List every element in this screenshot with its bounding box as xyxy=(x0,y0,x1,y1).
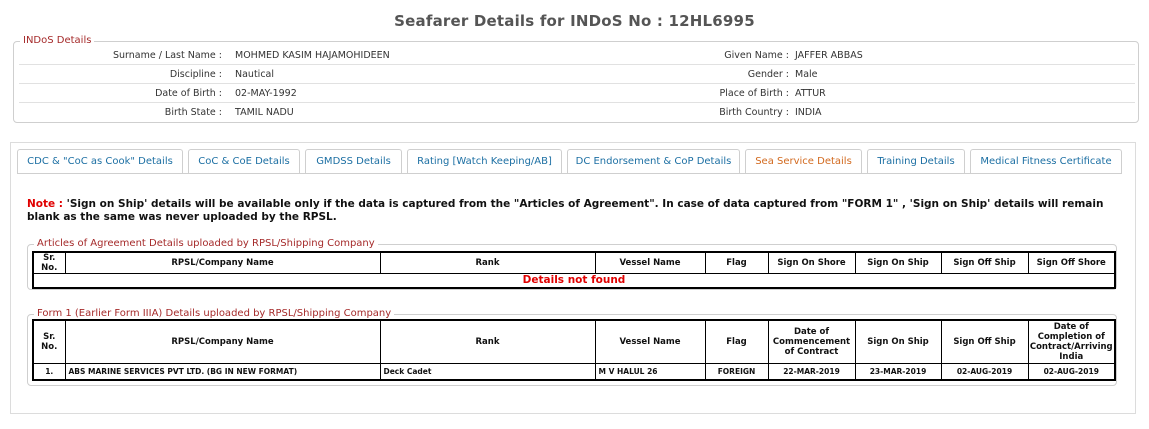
detail-row xyxy=(19,47,1135,65)
note-label: Note : xyxy=(27,198,63,210)
details-not-found-message: Details not found xyxy=(33,274,1115,288)
col-header-sign-on-ship: Sign On Ship xyxy=(855,252,941,274)
surname-value: MOHMED KASIM HAJAMOHIDEEN xyxy=(235,50,390,61)
col-header-rank: Rank xyxy=(380,320,595,363)
cell-sign-off-ship: 02-AUG-2019 xyxy=(941,363,1028,380)
col-header-rank: Rank xyxy=(380,252,595,274)
cell-completion-date: 02-AUG-2019 xyxy=(1028,363,1115,380)
given-name-value: JAFFER ABBAS xyxy=(795,50,863,61)
form1-legend: Form 1 (Earlier Form IIIA) Details uploaded by RPSL/Shipping Company xyxy=(34,308,394,320)
table-header-row xyxy=(33,320,1115,363)
cell-company: ABS MARINE SERVICES PVT LTD. (BG IN NEW FORMAT) xyxy=(65,363,380,380)
birth-state-label: Birth State : xyxy=(164,107,222,118)
birth-state-value: TAMIL NADU xyxy=(235,107,294,118)
tab-coc-coe[interactable]: CoC & CoE Details xyxy=(188,149,300,173)
col-header-sr-no: Sr. No. xyxy=(33,252,65,274)
tab-medical-fitness[interactable]: Medical Fitness Certificate xyxy=(970,149,1122,173)
form1-table xyxy=(32,319,1116,381)
note-text: 'Sign on Ship' details will be available only if the data is captured from the "Articles of Agreement". In case of data captured from "FORM 1" , 'Sign on Ship' details will remain blank as the same was never uploaded by the RPSL. xyxy=(27,198,1104,223)
page-title: Seafarer Details for INDoS No : 12HL6995 xyxy=(394,12,755,30)
col-header-company: RPSL/Company Name xyxy=(65,320,380,363)
birth-country-value: INDIA xyxy=(795,107,822,118)
table-row xyxy=(33,274,1115,288)
detail-row xyxy=(19,85,1135,103)
col-header-sr-no: Sr. No. xyxy=(33,320,65,363)
col-header-vessel: Vessel Name xyxy=(595,252,705,274)
indos-details-legend: INDoS Details xyxy=(20,35,94,47)
cell-rank: Deck Cadet xyxy=(380,363,595,380)
cell-sign-on-ship: 23-MAR-2019 xyxy=(855,363,941,380)
cell-flag: FOREIGN xyxy=(705,363,768,380)
table-row xyxy=(33,363,1115,380)
dob-label: Date of Birth : xyxy=(155,88,222,99)
articles-table xyxy=(32,251,1116,289)
detail-row xyxy=(19,66,1135,84)
col-header-sign-on-shore: Sign On Shore xyxy=(768,252,855,274)
detail-row xyxy=(19,104,1135,122)
birth-country-label: Birth Country : xyxy=(719,107,789,118)
col-header-vessel: Vessel Name xyxy=(595,320,705,363)
col-header-commencement: Date of Commencement of Contract xyxy=(768,320,855,363)
indos-details-panel xyxy=(13,35,1139,123)
col-header-sign-off-ship: Sign Off Ship xyxy=(941,320,1028,363)
tab-sea-service[interactable]: Sea Service Details xyxy=(745,149,862,174)
col-header-sign-off-ship: Sign Off Ship xyxy=(941,252,1028,274)
tab-training[interactable]: Training Details xyxy=(867,149,965,173)
tab-cdc-coc-cook[interactable]: CDC & "CoC as Cook" Details xyxy=(17,149,183,173)
col-header-completion: Date of Completion of Contract/Arriving India xyxy=(1028,320,1115,363)
gender-label: Gender : xyxy=(747,69,789,80)
cell-commencement-date: 22-MAR-2019 xyxy=(768,363,855,380)
col-header-sign-on-ship: Sign On Ship xyxy=(855,320,941,363)
col-header-company: RPSL/Company Name xyxy=(65,252,380,274)
col-header-flag: Flag xyxy=(705,320,768,363)
given-name-label: Given Name : xyxy=(724,50,789,61)
gender-value: Male xyxy=(795,69,818,80)
tab-rating-watch-keeping[interactable]: Rating [Watch Keeping/AB] xyxy=(407,149,562,173)
cell-vessel: M V HALUL 26 xyxy=(595,363,705,380)
tab-divider xyxy=(17,173,1122,174)
articles-legend: Articles of Agreement Details uploaded by RPSL/Shipping Company xyxy=(34,238,378,250)
cell-sr-no: 1. xyxy=(33,363,65,380)
place-of-birth-label: Place of Birth : xyxy=(719,88,789,99)
surname-label: Surname / Last Name : xyxy=(112,50,222,61)
col-header-flag: Flag xyxy=(705,252,768,274)
place-of-birth-value: ATTUR xyxy=(795,88,826,99)
discipline-label: Discipline : xyxy=(169,69,222,80)
sign-on-ship-note xyxy=(27,198,1125,224)
dob-value: 02-MAY-1992 xyxy=(235,88,297,99)
tab-dc-endorsement-cop[interactable]: DC Endorsement & CoP Details xyxy=(567,149,740,173)
col-header-sign-off-shore: Sign Off Shore xyxy=(1028,252,1115,274)
discipline-value: Nautical xyxy=(235,69,274,80)
table-header-row xyxy=(33,252,1115,274)
tab-bar xyxy=(17,149,1127,173)
tab-gmdss[interactable]: GMDSS Details xyxy=(305,149,402,173)
